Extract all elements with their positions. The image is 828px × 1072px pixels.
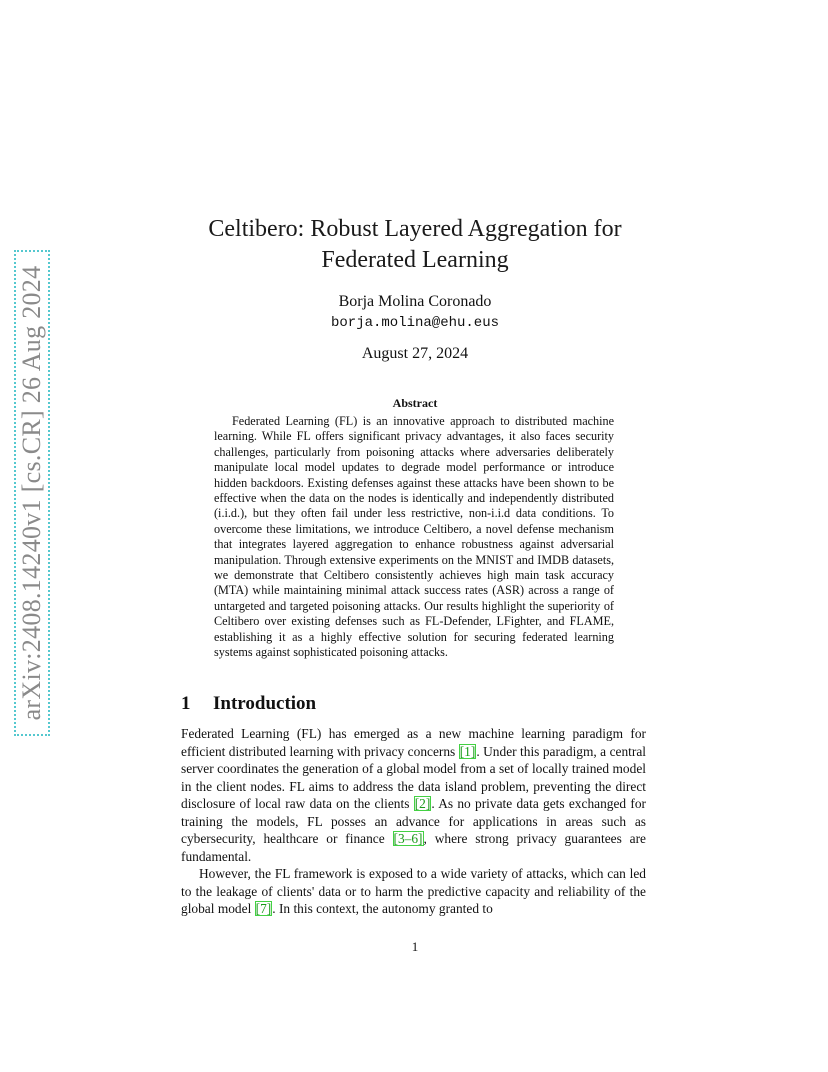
citation-link[interactable]: [1] (459, 743, 476, 759)
section-heading (181, 692, 316, 716)
paragraph-text: , where strong privacy guarantees are fundamental. (181, 831, 646, 864)
citation-link[interactable]: [3–6] (393, 831, 423, 846)
section-number: 1 (181, 693, 191, 714)
author-name: Borja Molina Coronado (338, 293, 492, 310)
page-number: 1 (411, 939, 419, 954)
abstract-text: Federated Learning (FL) is an innovative approach to distributed machine learning. While FL offers significant privacy advantages, it also faces security challenges, particularly from poisoning attacks where adversaries deliberately manipulate local model updates to degrade model performance or introduce hidden backdoors. Existing defenses against these attacks have been shown to be effective when the data on the nodes is identically and independently distributed (i.i.d.), but they often fail under less restrictive, non-i.i.d data conditions. To overcome these limitations, we introduce Celtibero, a novel defense mechanism that integrates layered aggregation to enhance robustness against adversarial manipulation. Through extensive experiments on the MNIST and IMDB datasets, we demonstrate that Celtibero consistently achieves high main task accuracy (MTA) while maintaining minimal attack success rates (ASR) across a range of untargeted and targeted poisoning attacks. Our results highlight the superiority of Celtibero over existing defenses such as FL-Defender, LFighter, and FLAME, establishing it as a highly effective solution for securing federated learning systems against sophisticated poisoning attacks. (214, 414, 614, 660)
paper-title (180, 214, 650, 276)
arxiv-stamp (14, 250, 54, 736)
citation-link[interactable]: [2] (414, 796, 431, 811)
abstract-heading: Abstract (392, 396, 438, 410)
paragraph (181, 865, 646, 918)
section-title: Introduction (213, 693, 317, 714)
author-email[interactable]: borja.molina@ehu.eus (330, 315, 500, 331)
paper-date: August 27, 2024 (361, 345, 469, 362)
arxiv-stamp-text[interactable]: arXiv:2408.14240v1 [cs.CR] 26 Aug 2024 (17, 265, 46, 721)
paragraph-text: Federated Learning (FL) has emerged as a new machine learning paradigm for efficient distributed learning with privacy concerns (181, 726, 646, 759)
title-line-2: Federated Learning (321, 247, 509, 273)
title-line-1: Celtibero: Robust Layered Aggregation for (208, 216, 622, 242)
paragraph-text: . As no private data gets exchanged for training the models, FL posses an advance for applications in areas such as cybersecurity, healthcare or finance (181, 796, 646, 846)
paragraph-text: . In this context, the autonomy granted to (272, 901, 493, 916)
paragraph-text: However, the FL framework is exposed to a wide variety of attacks, which can led to the leakage of clients' data or to harm the predictive capacity and reliability of the global model (181, 866, 646, 916)
body-text (181, 725, 646, 918)
paragraph-text: . Under this paradigm, a central server coordinates the generation of a global model from a set of locally trained model in the client nodes. FL aims to address the data island problem, preventing the direct disclosure of local raw data on the clients (181, 743, 646, 811)
citation-link[interactable]: [7] (255, 901, 272, 916)
paragraph (181, 725, 646, 865)
